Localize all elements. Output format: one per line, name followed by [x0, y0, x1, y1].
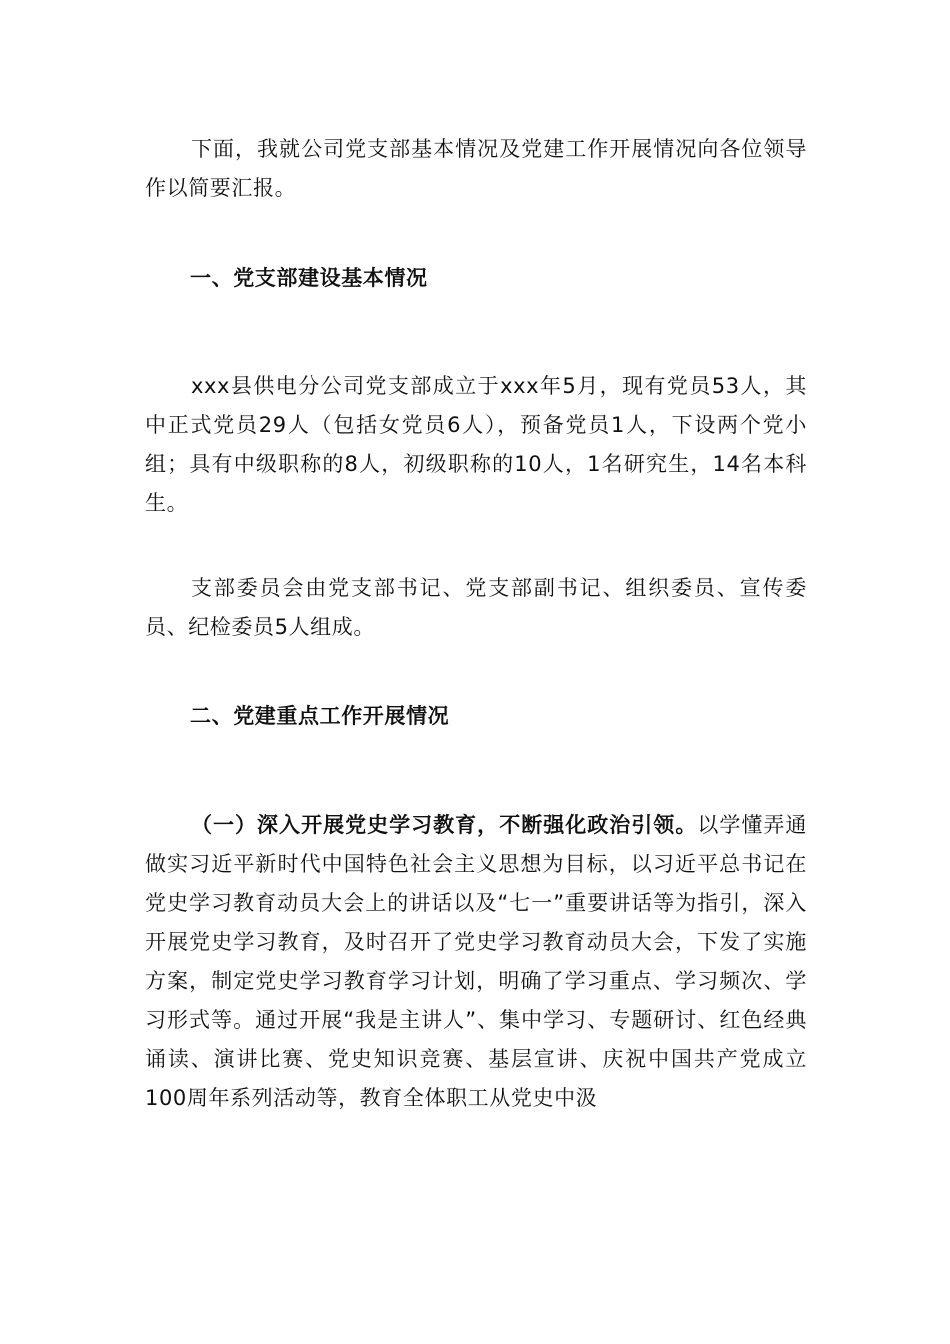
- section-2-heading: 二、党建重点工作开展情况: [190, 704, 450, 728]
- section-1-paragraph-2: 支部委员会由党支部书记、党支部副书记、组织委员、宣传委员、纪检委员5人组成。: [145, 576, 807, 639]
- section-2-paragraph-1: [145, 806, 807, 1118]
- intro-paragraph: 下面，我就公司党支部基本情况及党建工作开展情况向各位领导作以简要汇报。: [145, 137, 807, 200]
- section-2-paragraph-body: 以学懂弄通做实习近平新时代中国特色社会主义思想为目标，以习近平总书记在党史学习教育动员大会上的讲话以及“七一”重要讲话等为指引，深入开展党史学习教育，及时召开了党史学习教育动员大会，下发了实施方案，制定党史学习教育学习计划，明确了学习重点、学习频次、学习形式等。通过开展“我是主讲人”、集中学习、专题研讨、红色经典诵读、演讲比赛、党史知识竞赛、基层宣讲、庆祝中国共产党成立100周年系列活动等，教育全体职工从党史中汲: [145, 813, 807, 1110]
- section-1-heading: 一、党支部建设基本情况: [190, 266, 428, 290]
- section-2-subheading: （一）深入开展党史学习教育，不断强化政治引领。: [191, 813, 698, 837]
- section-1-paragraph-1: xxx县供电分公司党支部成立于xxx年5月，现有党员53人，其中正式党员29人（包括女党员6人），预备党员1人，下设两个党小组；具有中级职称的8人，初级职称的10人，1名研究生，14名本科生。: [145, 374, 807, 515]
